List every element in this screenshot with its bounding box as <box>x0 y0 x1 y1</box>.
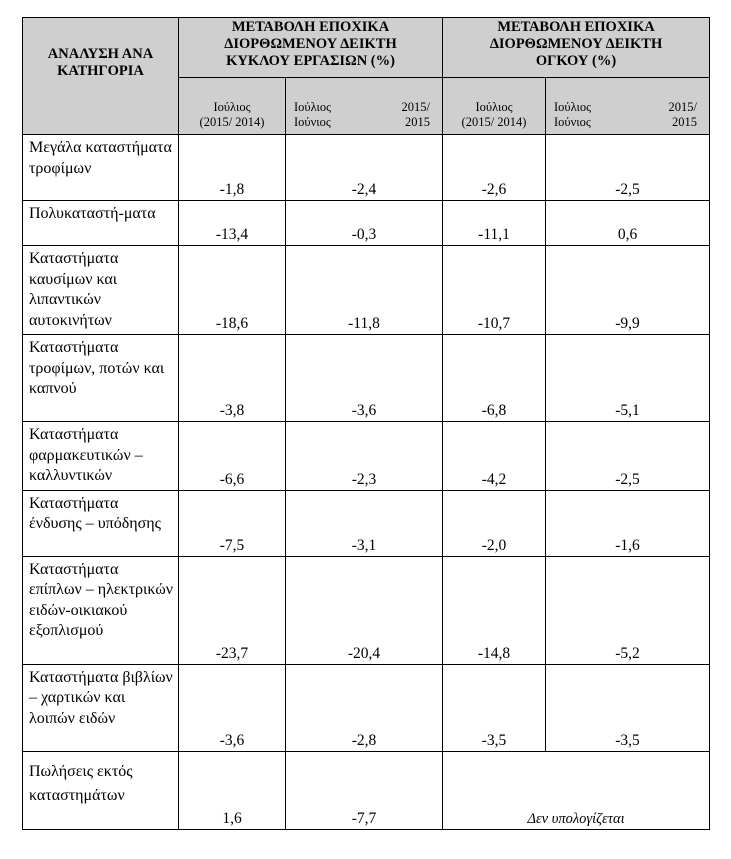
value-cell: -10,7 <box>443 246 546 335</box>
table-row <box>23 201 710 246</box>
category-cell: Πωλήσεις εκτός καταστημάτων <box>23 751 179 829</box>
header-row-1 <box>23 18 710 78</box>
value-cell: -3,6 <box>179 664 286 751</box>
category-cell: Καταστήματα ένδυσης – υπόδησης <box>23 490 179 556</box>
value-cell: -2,6 <box>443 135 546 201</box>
subheader-label: (2015/ 2014) <box>461 115 527 129</box>
value-cell: -3,8 <box>179 335 286 422</box>
subheader-july-june-volume <box>546 78 710 135</box>
subheader-label: Ιούλιος <box>475 100 513 114</box>
value-cell: -0,3 <box>286 201 443 246</box>
value-cell: -6,6 <box>179 422 286 491</box>
value-cell: -9,9 <box>546 246 710 335</box>
table-row <box>23 556 710 664</box>
table-row <box>23 246 710 335</box>
category-cell: Πολυκαταστή-ματα <box>23 201 179 246</box>
value-cell: -2,0 <box>443 490 546 556</box>
value-cell: -1,8 <box>179 135 286 201</box>
table-row <box>23 664 710 751</box>
value-cell: -3,5 <box>546 664 710 751</box>
category-cell: Καταστήματα φαρμακευτικών – καλλυντικών <box>23 422 179 491</box>
value-cell: -6,8 <box>443 335 546 422</box>
value-cell: 0,6 <box>546 201 710 246</box>
value-cell: -5,2 <box>546 556 710 664</box>
value-cell: -11,8 <box>286 246 443 335</box>
value-cell: -3,1 <box>286 490 443 556</box>
subheader-label: 2015/ 2015 <box>401 100 431 129</box>
category-cell: Καταστήματα τροφίμων, ποτών και καπνού <box>23 335 179 422</box>
value-cell: 1,6 <box>179 751 286 829</box>
table-row <box>23 422 710 491</box>
category-cell: Καταστήματα βιβλίων – χαρτικών και λοιπών ειδών <box>23 664 179 751</box>
value-cell: -3,6 <box>286 335 443 422</box>
subheader-july-june-turnover <box>286 78 443 135</box>
value-cell: -14,8 <box>443 556 546 664</box>
category-cell: Καταστήματα επίπλων – ηλεκτρικών ειδών-οικιακού εξοπλισμού <box>23 556 179 664</box>
subheader-july-yoy-turnover <box>179 78 286 135</box>
header-turnover-index: ΜΕΤΑΒΟΛΗ ΕΠΟΧΙΚΑ ΔΙΟΡΘΩΜΕΝΟΥ ΔΕΙΚΤΗ ΚΥΚΛΟΥ ΕΡΓΑΣΙΩΝ (%) <box>179 18 443 78</box>
value-cell: -4,2 <box>443 422 546 491</box>
subheader-label: (2015/ 2014) <box>199 115 265 129</box>
subheader-label: Ιούλιος Ιούνιος <box>294 100 332 129</box>
value-cell: -5,1 <box>546 335 710 422</box>
value-cell: -3,5 <box>443 664 546 751</box>
value-cell: -2,5 <box>546 422 710 491</box>
header-category: ΑΝΑΛΥΣΗ ΑΝΑ ΚΑΤΗΓΟΡΙΑ <box>23 18 179 135</box>
value-cell: -2,4 <box>286 135 443 201</box>
value-cell: -23,7 <box>179 556 286 664</box>
table-row <box>23 135 710 201</box>
category-cell: Μεγάλα καταστήματα τροφίμων <box>23 135 179 201</box>
subheader-label: Ιούλιος Ιούνιος <box>554 100 592 129</box>
value-cell: -7,5 <box>179 490 286 556</box>
header-volume-index: ΜΕΤΑΒΟΛΗ ΕΠΟΧΙΚΑ ΔΙΟΡΘΩΜΕΝΟΥ ΔΕΙΚΤΗ ΟΓΚΟΥ (%) <box>443 18 710 78</box>
value-cell: -2,8 <box>286 664 443 751</box>
subheader-label: Ιούλιος <box>213 100 251 114</box>
subheader-label: 2015/ 2015 <box>668 100 698 129</box>
table-row <box>23 335 710 422</box>
value-cell: -11,1 <box>443 201 546 246</box>
table-row-non-store <box>23 751 710 829</box>
value-cell: -20,4 <box>286 556 443 664</box>
category-cell: Καταστήματα καυσίμων και λιπαντικών αυτοκινήτων <box>23 246 179 335</box>
value-cell: -7,7 <box>286 751 443 829</box>
retail-change-table <box>22 17 710 830</box>
not-computed-note: Δεν υπολογίζεται <box>443 751 710 829</box>
value-cell: -2,3 <box>286 422 443 491</box>
subheader-july-yoy-volume <box>443 78 546 135</box>
table-row <box>23 490 710 556</box>
value-cell: -13,4 <box>179 201 286 246</box>
value-cell: -18,6 <box>179 246 286 335</box>
value-cell: -2,5 <box>546 135 710 201</box>
value-cell: -1,6 <box>546 490 710 556</box>
